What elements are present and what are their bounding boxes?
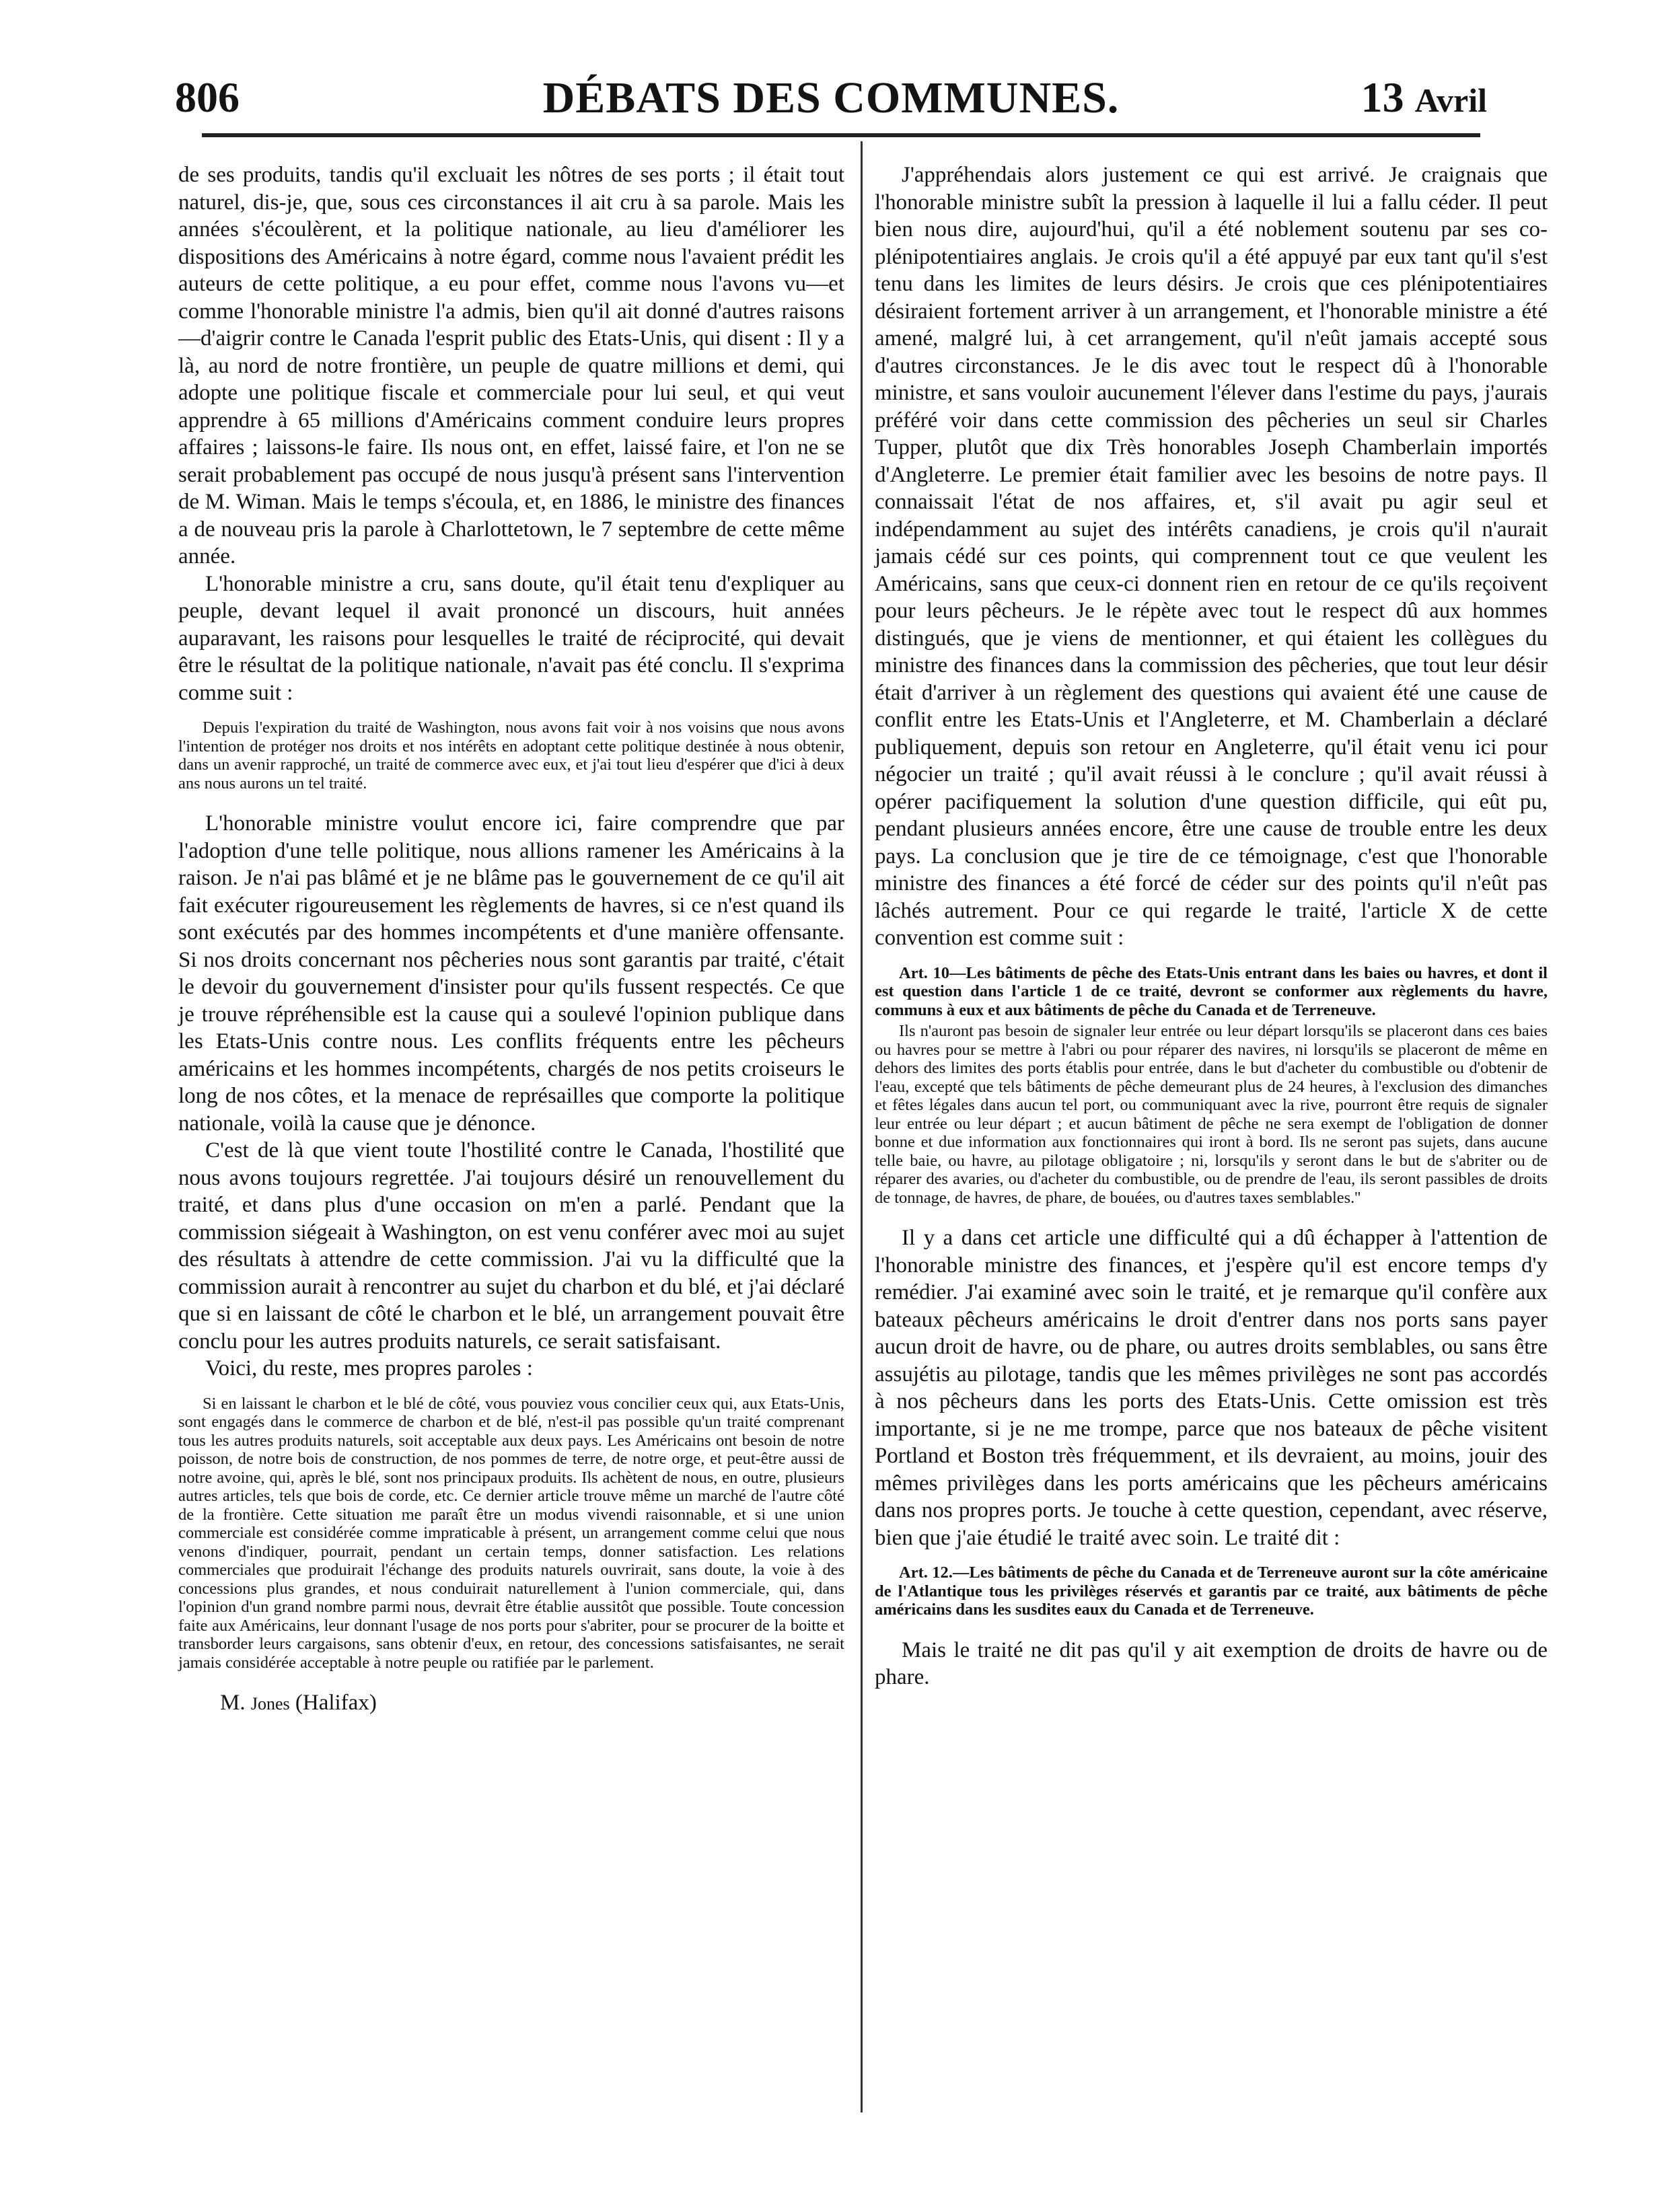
paragraph: Il y a dans cet article une difficulté qui a dû échapper à l'attention de l'honorable ministre des finances, et j'espère qu'il est encore temps d'y remédier. J'ai examiné avec soin le traité, et je remarque qu'il confère aux bateaux pêcheurs américains le droit d'entrer dans nos ports sans payer aucun droit de havre, ou de phare, ou autres droits semblables, ou sans être assujétis au pilotage, tandis que les mêmes privilèges ne sont pas accordés à nos pêcheurs dans les ports des Etats-Unis. Cette omission est très importante, si je ne me trompe, parce que nos bateaux de pêche visitent Portland et Boston très fréquemment, et ils devraient, au moins, jouir des mêmes privilèges dans les ports américains que les pêcheurs américains dans nos propres ports. Je touche à cette question, cependant, avec réserve, bien que j'aie étudié le traité avec soin. Le traité dit : — [875, 1226, 1548, 1550]
date-day: 13 — [1361, 73, 1404, 121]
paragraph: L'honorable ministre voulut encore ici, faire comprendre que par l'adoption d'une telle politique, nous allions ramener les Américains à la raison. Je n'ai pas blâmé et je ne blâme pas le gouvernement de ce qu'il ait fait exécuter rigoureusement les règlements de havres, si ce n'est quand ils sont exécutés par des hommes incompétents et d'une manière offensante. Si nos droits concernant nos pêcheries nous sont garantis par traité, c'était le devoir du gouvernement d'insister pour qu'ils fussent respectés. Ce que je trouve répréhensible est la cause qui a soulevé l'opinion publique dans les Etats-Unis contre nous. Les conflits fréquents entre les pêcheurs américains et les hommes incompétents, chargés de nos petits croiseurs le long de nos côtes, et la menace de représailles que comporte la politique nationale, voilà la cause que je dénonce. — [178, 811, 844, 1136]
page-number: 806 — [175, 73, 240, 121]
paragraph: de ses produits, tandis qu'il excluait les nôtres de ses ports ; il était tout naturel, dis-je, que, sous ces circonstances il ait cru à sa parole. Mais les années s'écoulèrent, et la politique nationale, au lieu d'améliorer les dispositions des Américains à notre égard, comme nous l'avaient prédit les auteurs de cette politique, a eu pour effet, comme nous l'avons vu—et comme l'honorable ministre l'a admis, bien qu'il ait donné d'autres raisons—d'aigrir contre le Canada l'esprit public des Etats-Unis, qui disent : Il y a là, au nord de notre frontière, un peuple de quatre millions et demi, qui adopte une politique fiscale et commerciale pour lui seul, et qui veut apprendre à 65 millions d'Américains comment conduire leurs propres affaires ; laissons-le faire. Ils nous ont, en effet, laissé faire, et l'on ne se serait probablement pas occupé de nous jusqu'à présent sans l'intervention de M. Wiman. Mais le temps s'écoula, et, en 1886, le ministre des finances a de nouveau pris la parole à Charlottetown, le 7 septembre de cette même année. — [178, 163, 844, 568]
paragraph: Voici, du reste, mes propres paroles : — [205, 1356, 533, 1380]
page-date — [1361, 73, 1487, 122]
treaty-article-10: Art. 10—Les bâtiments de pêche des Etats-Unis entrant dans les baies ou havres, et dont il est question dans l'article 1 de ce traité, devront se conformer aux règlements du havre, communs à eux et aux bâtiments de pêche du Canada et de Terreneuve. — [875, 963, 1548, 1019]
speaker-signature — [178, 1689, 844, 1718]
speaker-prefix: M. — [220, 1691, 246, 1715]
column-divider — [861, 141, 863, 2112]
page-title: DÉBATS DES COMMUNES. — [542, 73, 1120, 122]
paragraph: Mais le traité ne dit pas qu'il y ait exemption de droits de havre ou de phare. — [875, 1637, 1548, 1689]
treaty-article-10-continued: Ils n'auront pas besoin de signaler leur entrée ou leur départ lorsqu'ils se placeront dans ces baies ou havres pour se mettre à l'abri ou pour réparer des navires, ni lorsqu'ils se placeront de même en dehors des limites des ports établis pour entrée, dans le but d'acheter du combustible ou d'obtenir de l'eau, excepté que tels bâtiments de pêche demeurant plus de 24 heures, à l'exclusion des dimanches et fêtes légales dans aucun tel port, ou communiquant avec la rive, pourront être requis de signaler leur entrée ou leur départ ; et aucun bâtiment de pêche ne sera exempt de l'obligation de donner bonne et due information aux fonctionnaires qui iront à bord. Ils ne seront pas sujets, dans aucune telle baie, ou havre, au pilotage obligatoire ; ni, lorsqu'ils y seront dans le but de s'abriter ou de réparer des avaries, ou d'acheter du combustible, ou de prendre de l'eau, ils seront passibles de droits de tonnage, de havres, de phare, de bouées, ou d'autres taxes semblables.'' — [875, 1022, 1548, 1207]
header-rule — [202, 133, 1480, 137]
date-month: Avril — [1414, 81, 1487, 119]
speaker-name: Jones — [250, 1694, 290, 1713]
quoted-passage: Depuis l'expiration du traité de Washington, nous avons fait voir à nos voisins que nous avons l'intention de protéger nos droits et nos intérêts en adoptant cette politique destinée à nous obtenir, dans un avenir rapproché, un traité de commerce avec eux, et j'ai tout lieu d'espérer que d'ici à deux ans nous aurons un tel traité. — [178, 718, 844, 792]
right-column — [875, 161, 1548, 1691]
paragraph: L'honorable ministre a cru, sans doute, qu'il était tenu d'expliquer au peuple, devant lequel il avait prononcé un discours, huit années auparavant, les raisons pour lesquelles le traité de réciprocité, qui devait être le résultat de la politique nationale, n'avait pas été conclu. Il s'exprima comme suit : — [178, 571, 844, 705]
paragraph: C'est de là que vient toute l'hostilité contre le Canada, l'hostilité que nous avons toujours regrettée. J'ai toujours désiré un renouvellement du traité, et dans plus d'une occasion on m'en a parlé. Pendant que la commission siégeait à Washington, on est venu conférer avec moi au sujet des résultats à attendre de cette commission. J'ai vu la difficulté que la commission aurait à rencontrer au sujet du charbon et du blé, et j'ai déclaré que si en laissant de côté le charbon et le blé, un arrangement pouvait être conclu pour les autres produits naturels, ce serait satisfaisant. — [178, 1138, 844, 1354]
left-column — [178, 161, 844, 1718]
quoted-passage: Si en laissant le charbon et le blé de côté, vous pouviez vous concilier ceux qui, aux Etats-Unis, sont engagés dans le commerce de charbon et de blé, n'est-il pas possible qu'un traité comprenant tous les autres produits naturels, soit acceptable aux deux pays. Les Américains ont besoin de notre poisson, de notre bois de construction, de nos pommes de terre, de notre orge, et peut-être aussi de notre avoine, qui, après le blé, sont nos principaux produits. Ils achètent de nous, en outre, plusieurs autres articles, tels que bois de corde, etc. Ce dernier article trouve même un marché de l'autre côté de la frontière. Cette situation me paraît être un modus vivendi raisonnable, et si une union commerciale est considérée comme impraticable à présent, un arrangement comme celui que nous venons d'indiquer, pourrait, pendant un certain temps, donner satisfaction. Les relations commerciales que produirait l'échange des produits naturels ouvrirait, sans doute, la voie à des concessions plus grandes, et nous conduirait naturellement à l'union commerciale, qui, dans l'opinion d'un grand nombre parmi nous, devrait être établie aussitôt que possible. Toute concession faite aux Américains, leur donnant l'usage de nos ports pour s'abriter, pour se procurer de la boitte et transborder leurs cargaisons, sans obtenir d'eux, en retour, des concessions satisfaisantes, ne serait jamais considérée acceptable à notre peuple ou ratifiée par le parlement. — [178, 1394, 844, 1672]
speaker-place: (Halifax) — [295, 1691, 377, 1715]
page-header — [175, 73, 1487, 133]
paragraph: J'appréhendais alors justement ce qui est arrivé. Je craignais que l'honorable ministre subît la pression à laquelle il lui a fallu céder. Il peut bien nous dire, aujourd'hui, qu'il a été noblement soutenu par ses co-plénipotentiaires anglais. Je crois qu'il a été appuyé par eux tant qu'il s'est tenu dans les limites de leurs désirs. Je crois que ces plénipotentiaires désiraient fortement arriver à un arrangement, et l'honorable ministre a été amené, malgré lui, à cet arrangement, qu'il n'eût jamais accepté sous d'autres circonstances. Je le dis avec tout le respect dû à l'honorable ministre, et sans vouloir aucunement l'élever dans l'estime du pays, j'aurais préféré voir dans cette commission des pêcheries un seul sir Charles Tupper, plutôt que dix Très honorables Joseph Chamberlain importés d'Angleterre. Le premier était familier avec les besoins de notre pays. Il connaissait l'état de nos affaires, et, s'il avait pu agir seul et indépendamment au sujet des intérêts canadiens, je crois qu'il n'aurait jamais cédé sur ces points, qui comprennent tout ce que veulent les Américains, sans que ceux-ci donnent rien en retour de ce qu'ils reçoivent pour leurs pêcheurs. Je le répète avec tout le respect dû aux hommes distingués, que je viens de mentionner, et qui étaient les collègues du ministre des finances dans la commission des pêcheries, que tout leur désir était d'arriver à un règlement des questions qui avaient été une cause de conflit entre les Etats-Unis et l'Angleterre, et M. Chamberlain a déclaré publiquement, depuis son retour en Angleterre, qu'il était venu ici pour négocier un traité ; qu'il avait réussi à le conclure ; qu'il avait réussi à opérer pacifiquement la solution d'une question difficile, qui eût pu, pendant plusieurs années encore, être une cause de trouble entre les deux pays. La conclusion que je tire de ce témoignage, c'est que l'honorable ministre des finances a été forcé de céder sur des points qu'il n'eût pas lâchés autrement. Pour ce qui regarde le traité, l'article X de cette convention est comme suit : — [875, 163, 1548, 950]
treaty-article-12: Art. 12.—Les bâtiments de pêche du Canada et de Terreneuve auront sur la côte américaine de l'Atlantique tous les privilèges réservés et garantis par ce traité, aux bâtiments de pêche américains dans les susdites eaux du Canada et de Terreneuve. — [875, 1563, 1548, 1619]
